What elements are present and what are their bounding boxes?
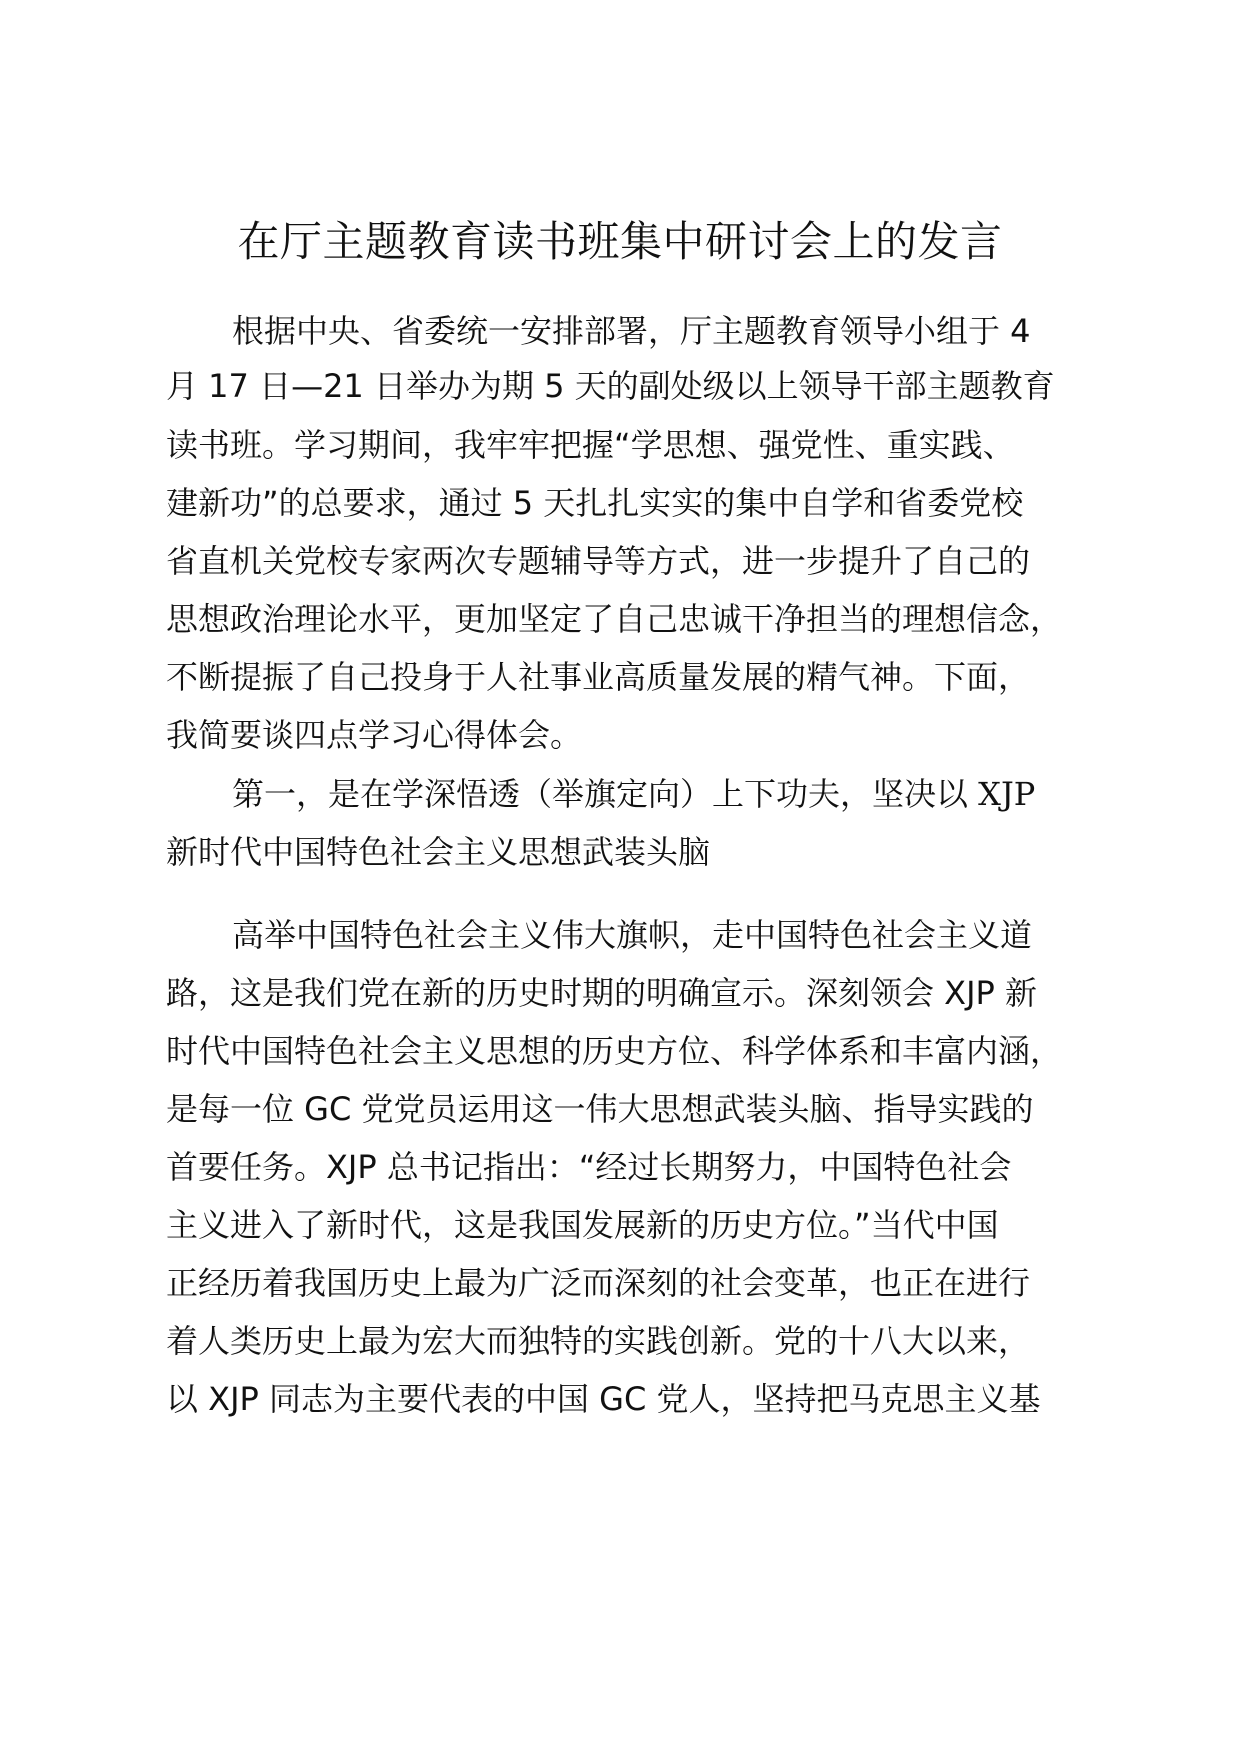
paragraph-1-line-2: 月 17 日—21 日举办为期 5 天的副处级以上领导干部主题教育 <box>166 367 1055 405</box>
paragraph-2-line-8: 着人类历史上最为宏大而独特的实践创新。党的十八大以来， <box>166 1322 1031 1360</box>
paragraph-2-line-4: 是每一位 GC 党党员运用这一伟大思想武装头脑、指导实践的 <box>166 1090 1034 1128</box>
paragraph-2-line-1: 高举中国特色社会主义伟大旗帜，走中国特色社会主义道 <box>232 916 1033 954</box>
paragraph-2-line-9: 以 XJP 同志为主要代表的中国 GC 党人，坚持把马克思主义基 <box>166 1380 1041 1418</box>
document-title: 在厅主题教育读书班集中研讨会上的发言 <box>237 217 1003 266</box>
paragraph-1-line-7: 不断提振了自己投身于人社事业高质量发展的精气神。下面， <box>166 658 1031 696</box>
paragraph-1-line-5: 省直机关党校专家两次专题辅导等方式，进一步提升了自己的 <box>166 542 1031 580</box>
paragraph-1-line-3: 读书班。学习期间，我牢牢把握“学思想、强党性、重实践、 <box>166 426 1015 464</box>
section-heading-line-2: 新时代中国特色社会主义思想武装头脑 <box>166 833 711 871</box>
paragraph-1-line-6: 思想政治理论水平，更加坚定了自己忠诚干净担当的理想信念， <box>166 600 1063 638</box>
paragraph-2-line-7: 正经历着我国历史上最为广泛而深刻的社会变革，也正在进行 <box>166 1264 1031 1302</box>
paragraph-2-line-6: 主义进入了新时代，这是我国发展新的历史方位。”当代中国 <box>166 1206 999 1244</box>
paragraph-2-line-3: 时代中国特色社会主义思想的历史方位、科学体系和丰富内涵， <box>166 1032 1063 1070</box>
paragraph-1-line-8: 我简要谈四点学习心得体会。 <box>166 716 583 754</box>
paragraph-2-line-2: 路，这是我们党在新的历史时期的明确宣示。深刻领会 XJP 新 <box>166 974 1038 1012</box>
paragraph-2-line-5: 首要任务。XJP 总书记指出：“经过长期努力，中国特色社会 <box>166 1148 1012 1186</box>
section-heading-line-1: 第一，是在学深悟透（举旗定向）上下功夫，坚决以 XJP <box>232 775 1036 813</box>
paragraph-1-line-1: 根据中央、省委统一安排部署，厅主题教育领导小组于 4 <box>232 312 1031 350</box>
paragraph-1-line-4: 建新功”的总要求，通过 5 天扎扎实实的集中自学和省委党校 <box>166 484 1024 522</box>
